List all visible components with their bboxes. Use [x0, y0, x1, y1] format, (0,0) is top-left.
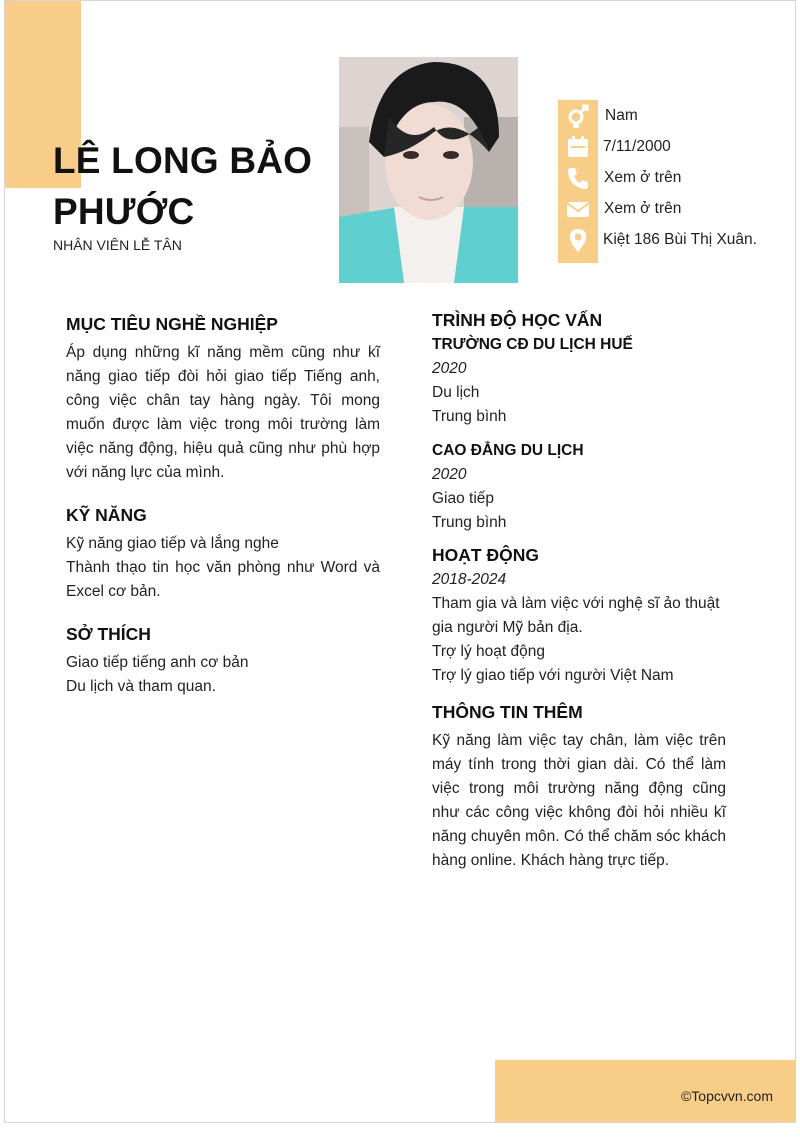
candidate-name: LÊ LONG BẢO PHƯỚC — [53, 140, 313, 232]
activities-period: 2018-2024 — [432, 571, 507, 588]
activities-heading: HOẠT ĐỘNG — [432, 545, 539, 565]
map-pin-icon — [565, 227, 591, 253]
activities-section — [432, 545, 726, 688]
skills-heading: KỸ NĂNG — [66, 505, 147, 525]
skills-section — [66, 505, 380, 604]
job-title: NHÂN VIÊN LỄ TÂN — [53, 237, 182, 253]
gender-icon — [565, 103, 591, 129]
hobby-item: Giao tiếp tiếng anh cơ bản — [66, 654, 249, 671]
contact-address: Kiệt 186 Bùi Thị Xuân. — [603, 231, 757, 248]
contact-icon-bar — [558, 100, 598, 263]
additional-text: Kỹ năng làm việc tay chân, làm việc trên máy tính trong thời gian dài. Có thể làm việc trong môi trường năng động cũng như các công việc không đòi hỏi nhiều kĩ năng chuyên môn. Có thể chăm sóc khách hàng online. Khách hàng trực tiếp. — [432, 732, 726, 869]
hobbies-section — [66, 624, 380, 699]
objective-section — [66, 314, 380, 485]
contact-birthday: 7/11/2000 — [603, 138, 671, 155]
left-column — [66, 314, 380, 719]
right-column — [432, 310, 726, 873]
education-grade: Trung bình — [432, 408, 507, 425]
envelope-icon — [565, 196, 591, 222]
activity-item: Trợ lý hoạt động — [432, 643, 545, 660]
additional-heading: THÔNG TIN THÊM — [432, 702, 583, 722]
objective-text: Áp dụng những kĩ năng mềm cũng như kĩ năng giao tiếp đòi hỏi giao tiếp Tiếng anh, công việc chân tay hàng ngày. Tôi mong muốn được làm việc trong môi trường làm việc năng động, hiệu quả cũng như phù hợp với năng lực của mình. — [66, 344, 380, 481]
education-school: TRƯỜNG CĐ DU LỊCH HUẾ — [432, 336, 633, 353]
education-entry — [432, 333, 726, 429]
cv-page — [4, 0, 796, 1123]
calendar-icon — [565, 134, 591, 160]
contact-phone: Xem ở trên — [604, 169, 682, 186]
education-heading: TRÌNH ĐỘ HỌC VẤN — [432, 310, 603, 330]
skill-item: Kỹ năng giao tiếp và lắng nghe — [66, 535, 279, 552]
activity-item: Tham gia và làm việc với nghệ sĩ ảo thuật gia người Mỹ bản địa. — [432, 595, 720, 636]
education-year: 2020 — [432, 466, 467, 483]
copyright-text: ©Topcvvn.com — [680, 1088, 773, 1104]
hobby-item: Du lịch và tham quan. — [66, 678, 216, 695]
education-year: 2020 — [432, 360, 467, 377]
activity-item: Trợ lý giao tiếp với người Việt Nam — [432, 667, 674, 684]
hobbies-heading: SỞ THÍCH — [66, 624, 151, 644]
education-major: Du lịch — [432, 384, 480, 401]
phone-icon — [565, 165, 591, 191]
education-major: Giao tiếp — [432, 490, 495, 507]
contact-gender: Nam — [605, 107, 638, 124]
profile-photo — [339, 57, 518, 283]
additional-section — [432, 702, 726, 873]
contact-email: Xem ở trên — [604, 200, 682, 217]
skill-item: Thành thạo tin học văn phòng như Word và Excel cơ bản. — [66, 559, 380, 600]
objective-heading: MỤC TIÊU NGHỀ NGHIỆP — [66, 314, 278, 334]
education-grade: Trung bình — [432, 514, 507, 531]
education-entry — [432, 439, 726, 535]
footer-accent-block — [495, 1060, 795, 1122]
education-section — [432, 310, 726, 535]
education-school: CAO ĐẲNG DU LỊCH — [432, 442, 584, 459]
